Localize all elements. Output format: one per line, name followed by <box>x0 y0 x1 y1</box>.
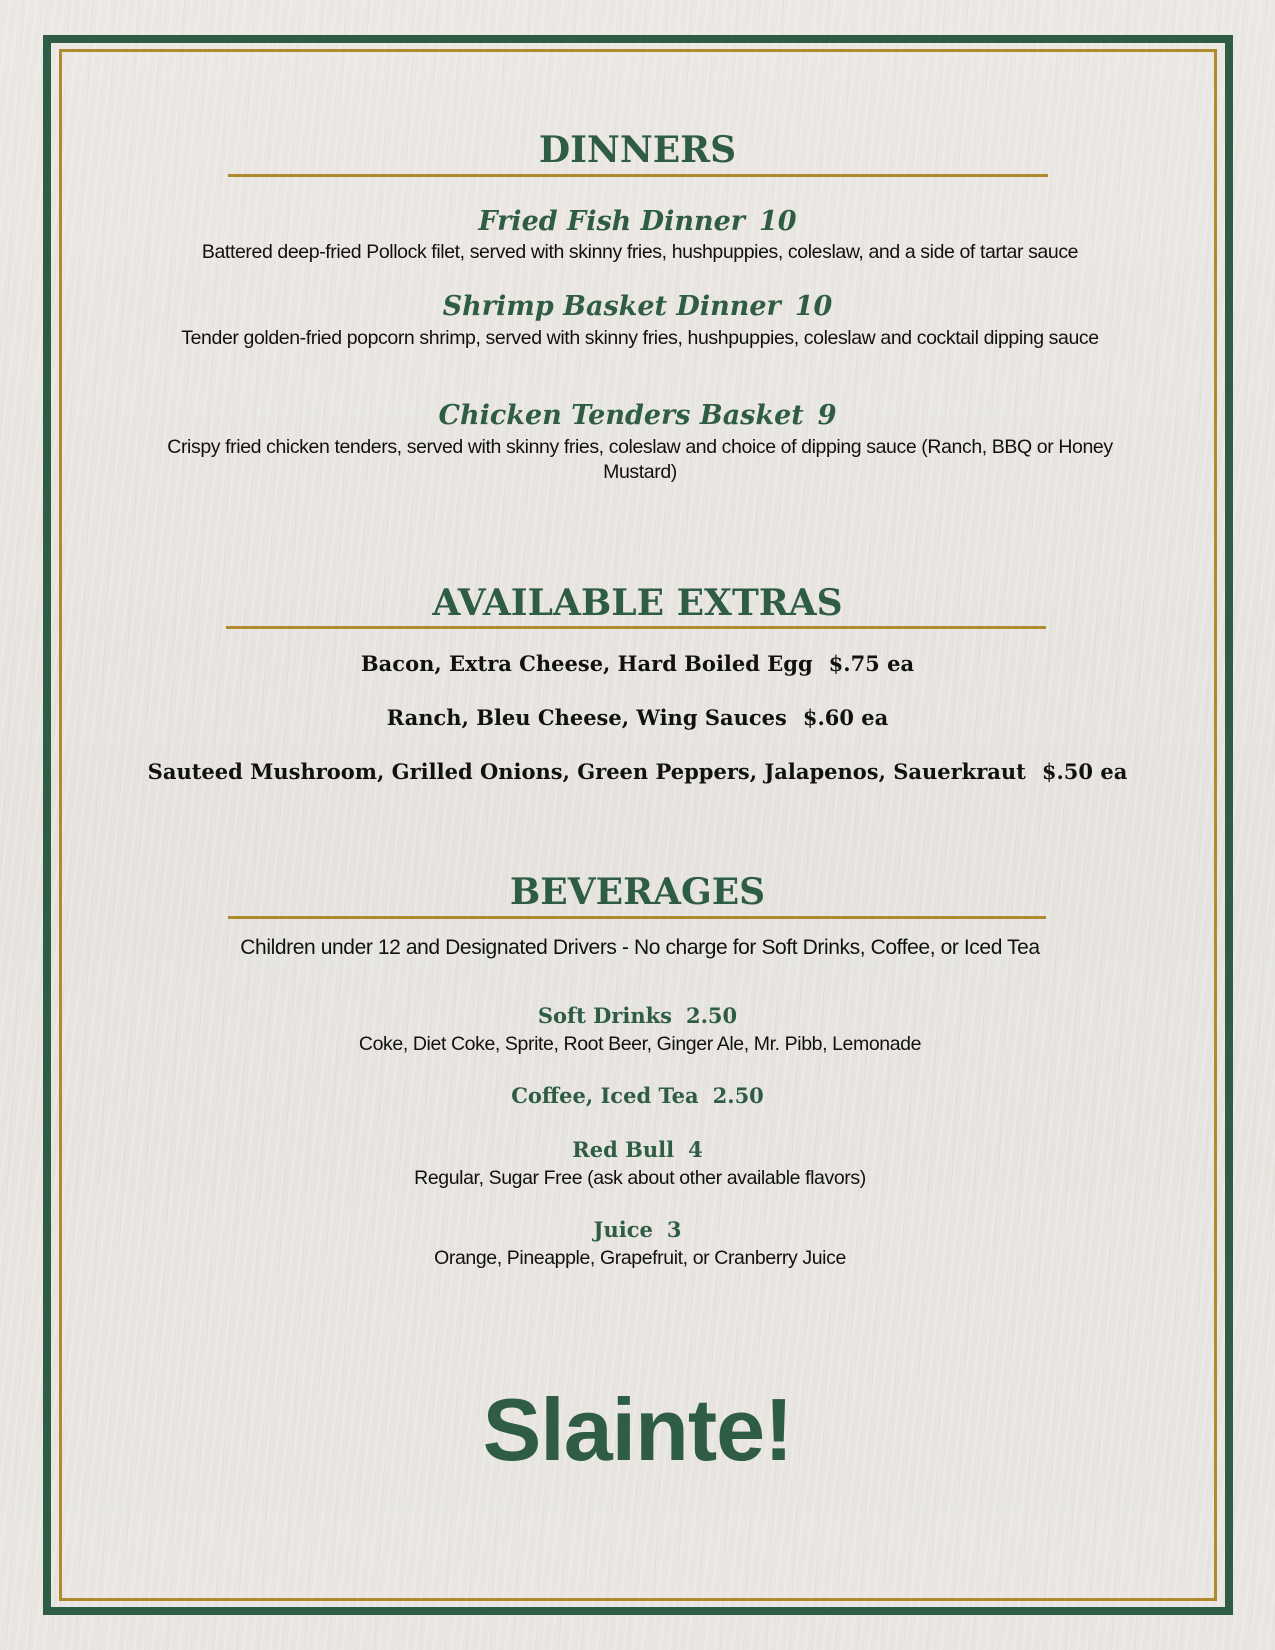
item-price: 9 <box>817 400 837 431</box>
beverages-note: Children under 12 and Designated Drivers - No charge for Soft Drinks, Coffee, or Iced Tea <box>240 936 1040 959</box>
extra-name: Sauteed Mushroom, Grilled Onions, Green Peppers, Jalapenos, Sauerkraut <box>147 759 1026 784</box>
extra-item <box>0 758 1275 786</box>
beverages-divider <box>228 916 1046 919</box>
beverage-soft-drinks <box>0 1003 1275 1029</box>
beverage-coffee-tea <box>0 1083 1275 1109</box>
item-price: 2.50 <box>712 1083 764 1108</box>
item-description: Regular, Sugar Free (ask about other available flavors) <box>414 1167 866 1189</box>
inner-border <box>59 49 1217 1601</box>
beverage-juice <box>0 1217 1275 1243</box>
menu-item-fried-fish <box>0 206 1275 238</box>
beverages-heading: BEVERAGES <box>509 871 766 913</box>
item-name: Fried Fish Dinner <box>478 206 746 237</box>
item-price: 4 <box>688 1137 703 1162</box>
item-description: Tender golden-fried popcorn shrimp, served with skinny fries, hushpuppies, coleslaw and cocktail dipping sauce <box>181 327 1099 349</box>
beverage-red-bull <box>0 1137 1275 1163</box>
dinners-divider <box>228 174 1048 177</box>
extra-item <box>0 650 1275 678</box>
item-price: 10 <box>759 206 797 237</box>
item-description: Coke, Diet Coke, Sprite, Root Beer, Ginger Ale, Mr. Pibb, Lemonade <box>358 1033 922 1055</box>
extra-price: $.60 ea <box>802 705 889 730</box>
item-name: Red Bull <box>572 1137 675 1162</box>
extra-name: Bacon, Extra Cheese, Hard Boiled Egg <box>360 651 813 676</box>
extra-name: Ranch, Bleu Cheese, Wing Sauces <box>386 705 787 730</box>
item-name: Chicken Tenders Basket <box>438 400 804 431</box>
closing-message: Slainte! <box>482 1380 793 1479</box>
item-name: Shrimp Basket Dinner <box>442 291 781 322</box>
item-description: Crispy fried chicken tenders, served with skinny fries, coleslaw and choice of dipping sauce (Ranch, BBQ or Honey Mustard) <box>167 436 1113 483</box>
extra-item <box>0 704 1275 732</box>
item-name: Juice <box>593 1217 653 1242</box>
item-description: Orange, Pineapple, Grapefruit, or Cranberry Juice <box>434 1247 846 1269</box>
menu-item-shrimp-basket <box>0 291 1275 323</box>
item-name: Soft Drinks <box>537 1003 672 1028</box>
item-name: Coffee, Iced Tea <box>511 1083 699 1108</box>
item-description: Battered deep-fried Pollock filet, served with skinny fries, hushpuppies, coleslaw, and a side of tartar sauce <box>201 241 1079 263</box>
item-price: 10 <box>794 291 833 322</box>
item-price: 2.50 <box>685 1003 738 1028</box>
extra-price: $.75 ea <box>828 651 915 676</box>
extras-divider <box>226 626 1046 629</box>
menu-item-chicken-tenders <box>0 400 1275 432</box>
extras-heading: AVAILABLE EXTRAS <box>432 582 843 624</box>
dinners-heading: DINNERS <box>538 129 737 171</box>
extra-price: $.50 ea <box>1041 759 1128 784</box>
item-price: 3 <box>666 1217 682 1242</box>
